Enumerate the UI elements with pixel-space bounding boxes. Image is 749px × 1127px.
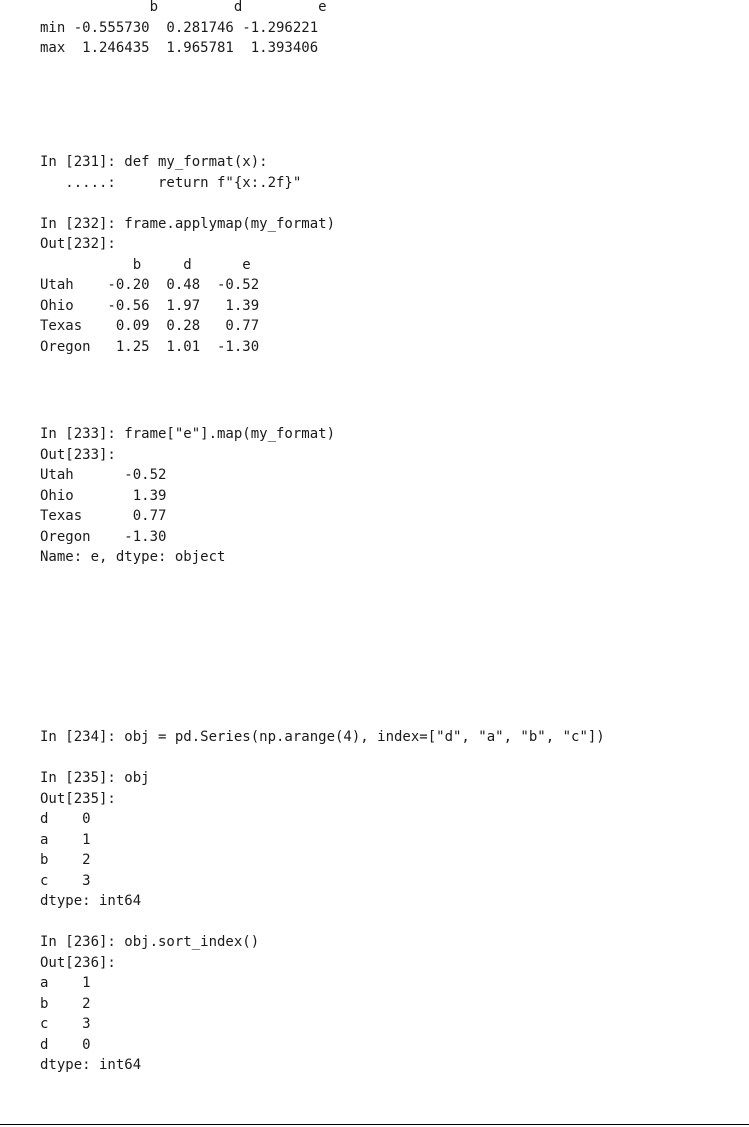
- code-line: a 1: [40, 831, 91, 848]
- code-line: b 2: [40, 995, 91, 1012]
- code-line: Texas 0.77: [40, 508, 167, 524]
- code-line: b 2: [40, 852, 91, 868]
- code-line: In [234]: obj = pd.Series(np.arange(4), index=["d", "a", "b", "c"]): [40, 729, 605, 745]
- code-line: Oregon -1.30: [40, 528, 167, 545]
- code-line: b d e: [40, 0, 327, 15]
- code-line: dtype: int64: [40, 893, 142, 909]
- code-line: Out[233]:: [40, 446, 116, 463]
- code-line: In [232]: frame.applymap(my_format): [40, 215, 336, 232]
- code-line: [40, 193, 335, 214]
- code-line: max 1.246435 1.965781 1.393406: [40, 40, 319, 56]
- code-line: c 3: [40, 1016, 91, 1032]
- page-bottom-rule: [0, 1124, 749, 1125]
- code-line: d 0: [40, 811, 91, 827]
- code-line: Utah -0.20 0.48 -0.52: [40, 277, 260, 293]
- sort-index-code-block: [40, 727, 605, 1076]
- code-line: Ohio -0.56 1.97 1.39: [40, 297, 260, 314]
- code-line: Texas 0.09 0.28 0.77: [40, 318, 260, 334]
- code-line: Ohio 1.39: [40, 487, 167, 504]
- code-line: Out[232]:: [40, 236, 116, 252]
- code-line: In [236]: obj.sort_index(): [40, 934, 260, 950]
- code-line: c 3: [40, 872, 91, 889]
- code-line: In [231]: def my_format(x):: [40, 154, 268, 170]
- code-line: In [235]: obj: [40, 770, 150, 786]
- code-line: Oregon 1.25 1.01 -1.30: [40, 338, 260, 355]
- code-line: Out[235]:: [40, 790, 116, 807]
- code-line: dtype: int64: [40, 1057, 142, 1073]
- code-line: a 1: [40, 975, 91, 991]
- code-line: d 0: [40, 1036, 91, 1053]
- code-line: [40, 748, 605, 769]
- describe-output-block: [40, 0, 327, 59]
- code-line: .....: return f"{x:.2f}": [40, 174, 302, 191]
- code-line: In [233]: frame["e"].map(my_format): [40, 426, 336, 442]
- code-line: b d e: [40, 256, 251, 273]
- code-line: min -0.555730 0.281746 -1.296221: [40, 19, 319, 36]
- map-code-block: [40, 424, 335, 568]
- code-line: Name: e, dtype: object: [40, 549, 226, 565]
- applymap-code-block: [40, 152, 335, 357]
- code-line: [40, 912, 605, 933]
- code-line: Utah -0.52: [40, 467, 167, 483]
- code-line: Out[236]:: [40, 954, 116, 971]
